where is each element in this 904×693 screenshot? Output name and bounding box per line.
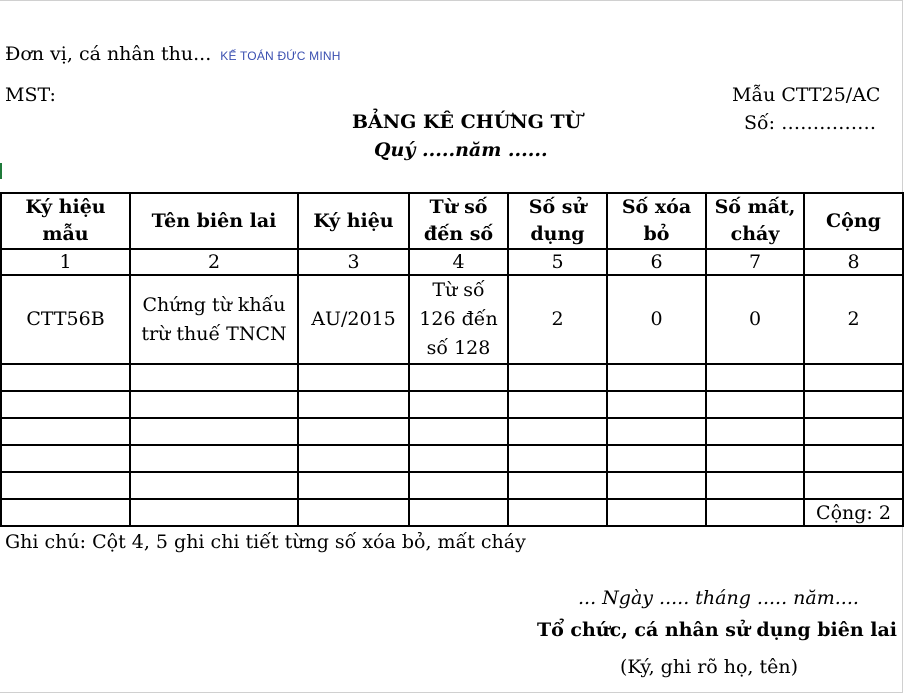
table-cell: 2 [508, 275, 607, 364]
table-cell: 0 [607, 275, 706, 364]
form-code: Mẫu CTT25/AC [732, 84, 881, 106]
table-cell: Từ số 126 đến số 128 [409, 275, 508, 364]
column-number: 5 [508, 249, 607, 275]
signature-hint: (Ký, ghi rõ họ, tên) [620, 656, 799, 678]
date-line: ... Ngày ..... tháng ..... năm.... [578, 587, 859, 609]
table-row [1, 275, 903, 364]
table-cell: 0 [706, 275, 804, 364]
empty-row [1, 418, 903, 445]
document-title: BẢNG KÊ CHỨNG TỪ [352, 111, 582, 133]
empty-row [1, 391, 903, 418]
period-line: Quý .....năm ...... [374, 139, 548, 161]
table-cell: CTT56B [1, 275, 130, 364]
column-number: 2 [130, 249, 298, 275]
column-header: Số xóa bỏ [607, 193, 706, 249]
total-cell: Cộng: 2 [804, 499, 903, 526]
empty-row [1, 364, 903, 391]
unit-label: Đơn vị, cá nhân thu... [5, 43, 212, 65]
note-text: Ghi chú: Cột 4, 5 ghi chi tiết từng số xóa bỏ, mất cháy [5, 531, 526, 553]
empty-row [1, 472, 903, 499]
row-marker [0, 163, 2, 179]
column-header: Cộng [804, 193, 903, 249]
column-number: 8 [804, 249, 903, 275]
voucher-table [0, 192, 904, 527]
unit-name: KẾ TOÁN ĐỨC MINH [220, 49, 341, 63]
table-cell: AU/2015 [298, 275, 409, 364]
column-header: Số sử dụng [508, 193, 607, 249]
column-header: Tên biên lai [130, 193, 298, 249]
column-header: Ký hiệu mẫu [1, 193, 130, 249]
empty-row [1, 445, 903, 472]
column-number: 1 [1, 249, 130, 275]
total-row [1, 499, 903, 526]
column-header: Số mất, cháy [706, 193, 804, 249]
column-number: 4 [409, 249, 508, 275]
table-cell: 2 [804, 275, 903, 364]
column-number: 6 [607, 249, 706, 275]
form-number: Số: …………… [744, 112, 877, 134]
table-cell: Chứng từ khấu trừ thuế TNCN [130, 275, 298, 364]
column-header: Ký hiệu [298, 193, 409, 249]
header-row [1, 193, 903, 249]
signer-title: Tổ chức, cá nhân sử dụng biên lai [537, 619, 897, 641]
column-header: Từ số đến số [409, 193, 508, 249]
column-number-row [1, 249, 903, 275]
column-number: 3 [298, 249, 409, 275]
unit-line [5, 43, 341, 65]
mst-label: MST: [5, 84, 56, 106]
column-number: 7 [706, 249, 804, 275]
